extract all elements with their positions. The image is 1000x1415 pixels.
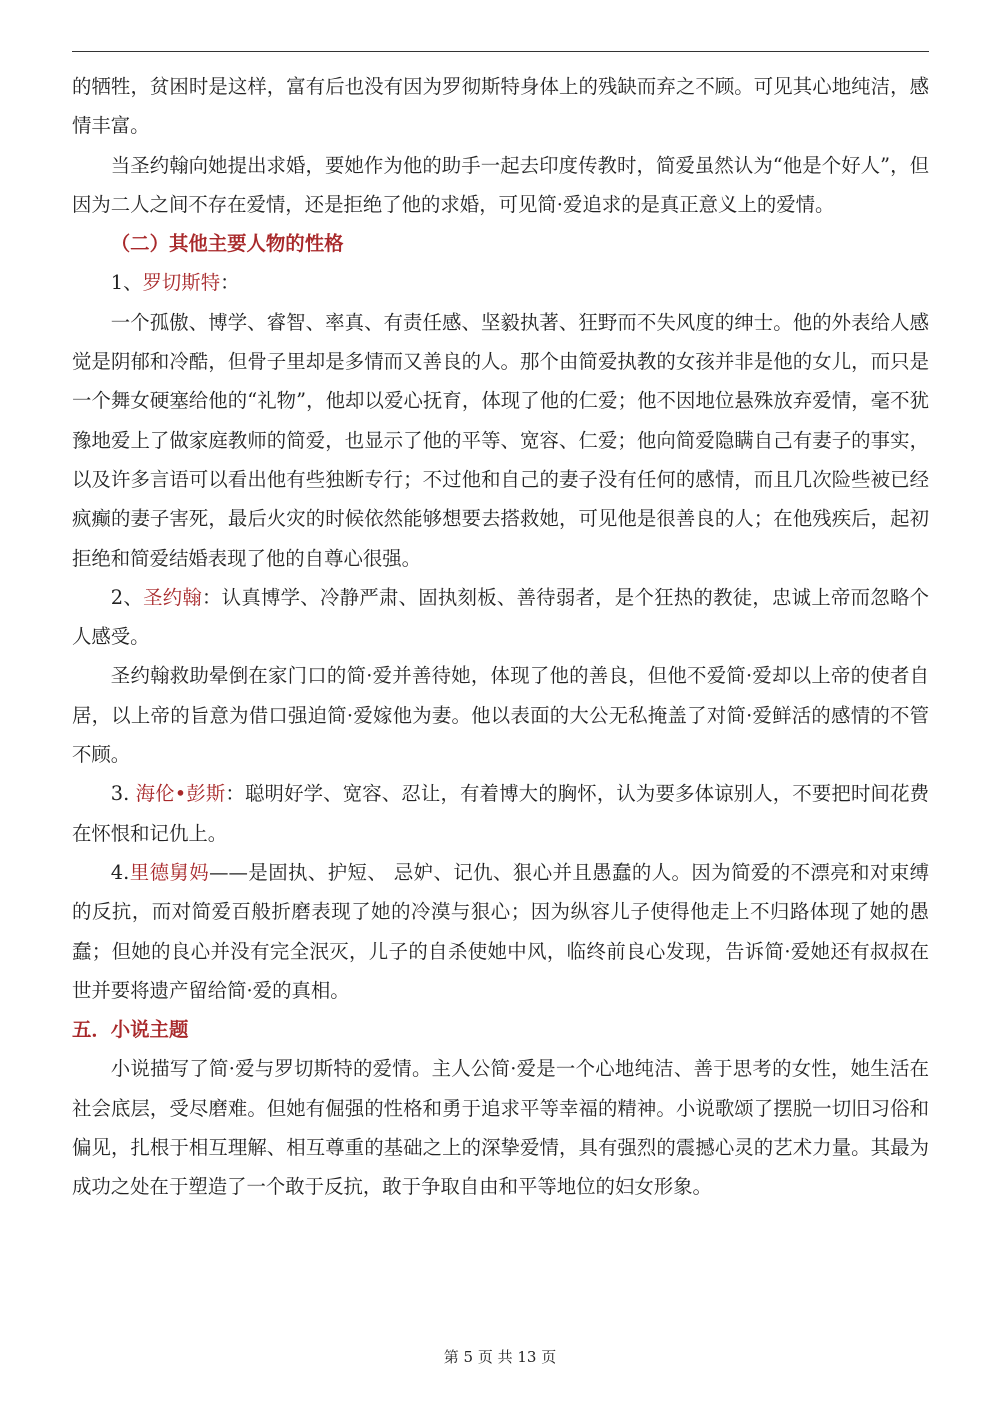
header-rule <box>72 51 929 52</box>
character-name: 罗切斯特 <box>142 271 221 295</box>
item-number: 4. <box>110 860 130 884</box>
paragraph: 一个孤傲、博学、睿智、率真、有责任感、坚毅执著、狂野而不失风度的绅士。他的外表给人感觉是阴郁和冷酷，但骨子里却是多情而又善良的人。那个由简爱执教的女孩并非是他的女儿，而只是一个舞女硬塞给他的“礼物”，他却以爱心抚育，体现了他的仁爱；他不因地位悬殊放弃爱情，毫不犹豫地爱上了做家庭教师的简爱，也显示了他的平等、宽容、仁爱；他向简爱隐瞒自己有妻子的事实，以及许多言语可以看出他有些独断专行；不过他和自己的妻子没有任何的感情，而且几次险些被已经疯癫的妻子害死，最后火灾的时候依然能够想要去搭救她，可见他是很善良的人；在他残疾后，起初拒绝和简爱结婚表现了他的自尊心很强。 <box>72 310 929 570</box>
paragraph: 当圣约翰向她提出求婚，要她作为他的助手一起去印度传教时，简爱虽然认为“他是个好人”，但因为二人之间不存在爱情，还是拒绝了他的求婚，可见简·爱追求的是真正意义上的爱情。 <box>72 153 929 216</box>
character-name: 圣约翰 <box>143 585 203 609</box>
character-paragraph <box>72 853 929 1010</box>
page-number: 第 5 页 共 13 页 <box>443 1348 557 1366</box>
section-heading: 五．小说主题 <box>72 1018 189 1042</box>
character-description: ：认真博学、冷静严肃、固执刻板、善待弱者，是个狂热的教徒，忠诚上帝而忽略个人感受。 <box>72 585 930 649</box>
document-body <box>72 67 929 1207</box>
character-paragraph <box>72 774 929 853</box>
paragraph: 圣约翰救助晕倒在家门口的简·爱并善待她，体现了他的善良，但他不爱简·爱却以上帝的使者自居，以上帝的旨意为借口强迫简·爱嫁他为妻。他以表面的大公无私掩盖了对简·爱鲜活的感情的不管不顾。 <box>72 664 929 767</box>
paragraph: 小说描写了简·爱与罗切斯特的爱情。主人公简·爱是一个心地纯洁、善于思考的女性，她生活在社会底层，受尽磨难。但她有倔强的性格和勇于追求平等幸福的精神。小说歌颂了摆脱一切旧习俗和偏见，扎根于相互理解、相互尊重的基础之上的深挚爱情，具有强烈的震撼心灵的艺术力量。其最为成功之处在于塑造了一个敢于反抗，敢于争取自由和平等地位的妇女形象。 <box>72 1057 929 1199</box>
character-description: ：聪明好学、宽容、忍让，有着博大的胸怀，认为要多体谅别人，不要把时间花费在怀恨和记仇上。 <box>72 782 930 845</box>
character-heading <box>72 263 929 302</box>
item-number: 2、 <box>110 585 144 609</box>
item-number: 1、 <box>110 271 143 295</box>
item-number: 3. <box>110 782 136 806</box>
colon: ： <box>220 271 240 295</box>
section-heading: （二）其他主要人物的性格 <box>110 232 344 256</box>
paragraph: 的牺牲，贫困时是这样，富有后也没有因为罗彻斯特身体上的残缺而弃之不顾。可见其心地纯洁，感情丰富。 <box>72 75 929 138</box>
character-name: 里德舅妈 <box>129 860 210 884</box>
character-name: 海伦•彭斯 <box>135 782 226 806</box>
character-paragraph <box>72 578 929 657</box>
character-description: ——是固执、护短、 忌妒、记仇、狠心并且愚蠢的人。因为简爱的不漂亮和对束缚的反抗，而对简爱百般折磨表现了她的冷漠与狠心；因为纵容儿子使得他走上不归路体现了她的愚蠢；但她的良心并没有完全泯灭，儿子的自杀使她中风，临终前良心发现，告诉简·爱她还有叔叔在世并要将遗产留给简·爱的真相。 <box>72 860 930 1002</box>
